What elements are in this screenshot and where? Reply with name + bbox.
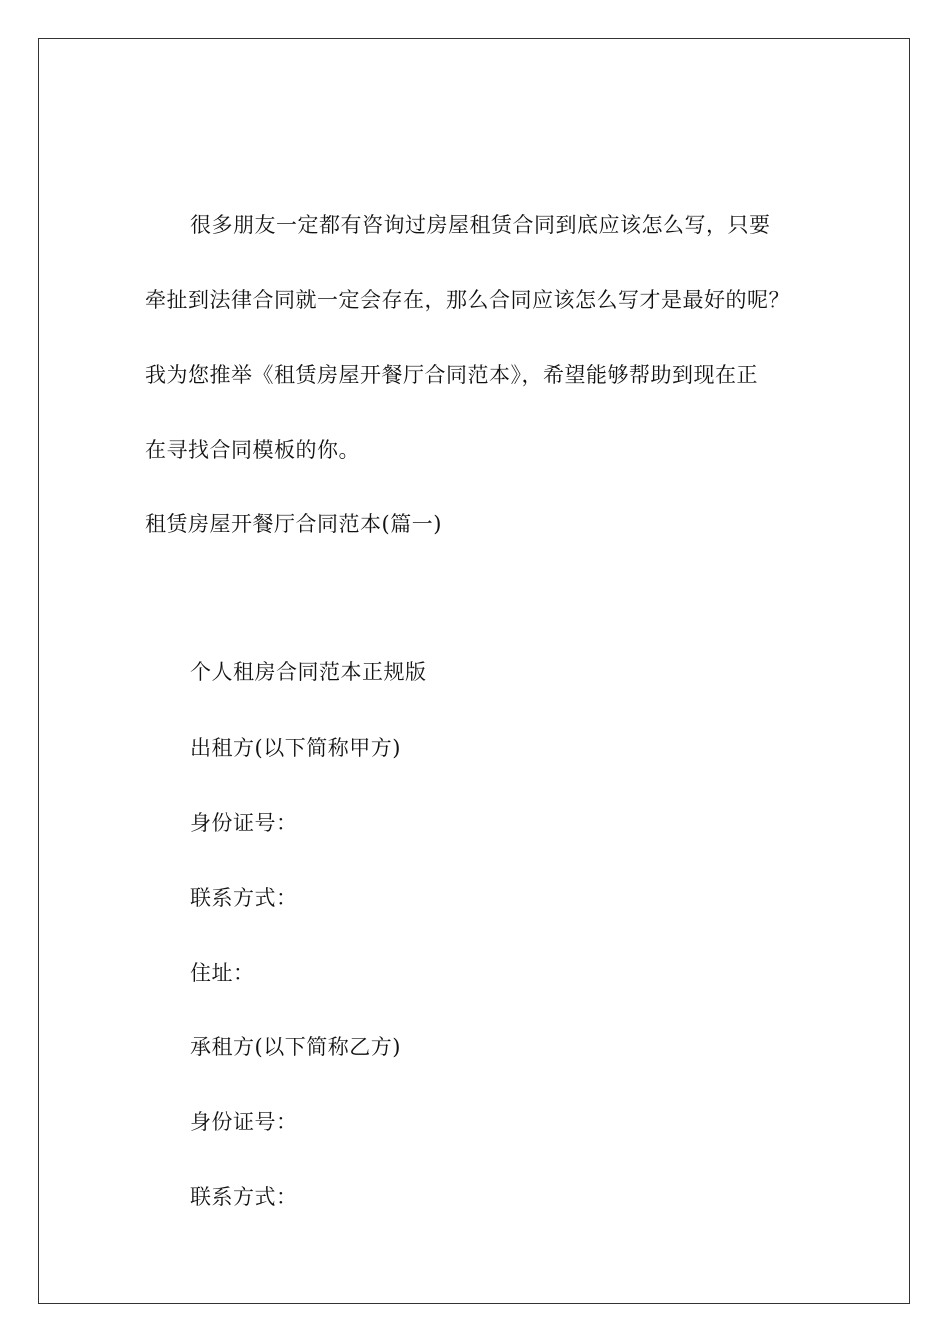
intro-paragraph-line: 很多朋友一定都有咨询过房屋租赁合同到底应该怎么写，只要 [190, 213, 771, 237]
section-title: 租赁房屋开餐厅合同范本(篇一) [145, 512, 442, 536]
landlord-id-field: 身份证号： [190, 811, 298, 835]
tenant-id-field: 身份证号： [190, 1110, 298, 1134]
intro-paragraph-line: 我为您推举《租赁房屋开餐厅合同范本》，希望能够帮助到现在正 [145, 363, 758, 387]
tenant-contact-field: 联系方式： [190, 1185, 298, 1209]
tenant-heading: 承租方(以下简称乙方) [190, 1035, 401, 1059]
landlord-heading: 出租方(以下简称甲方) [190, 736, 401, 760]
landlord-address-field: 住址： [190, 961, 255, 985]
contract-title: 个人租房合同范本正规版 [190, 660, 427, 684]
intro-paragraph-line: 在寻找合同模板的你。 [145, 438, 360, 462]
intro-paragraph-line: 牵扯到法律合同就一定会存在，那么合同应该怎么写才是最好的呢？ [145, 288, 790, 312]
landlord-contact-field: 联系方式： [190, 886, 298, 910]
